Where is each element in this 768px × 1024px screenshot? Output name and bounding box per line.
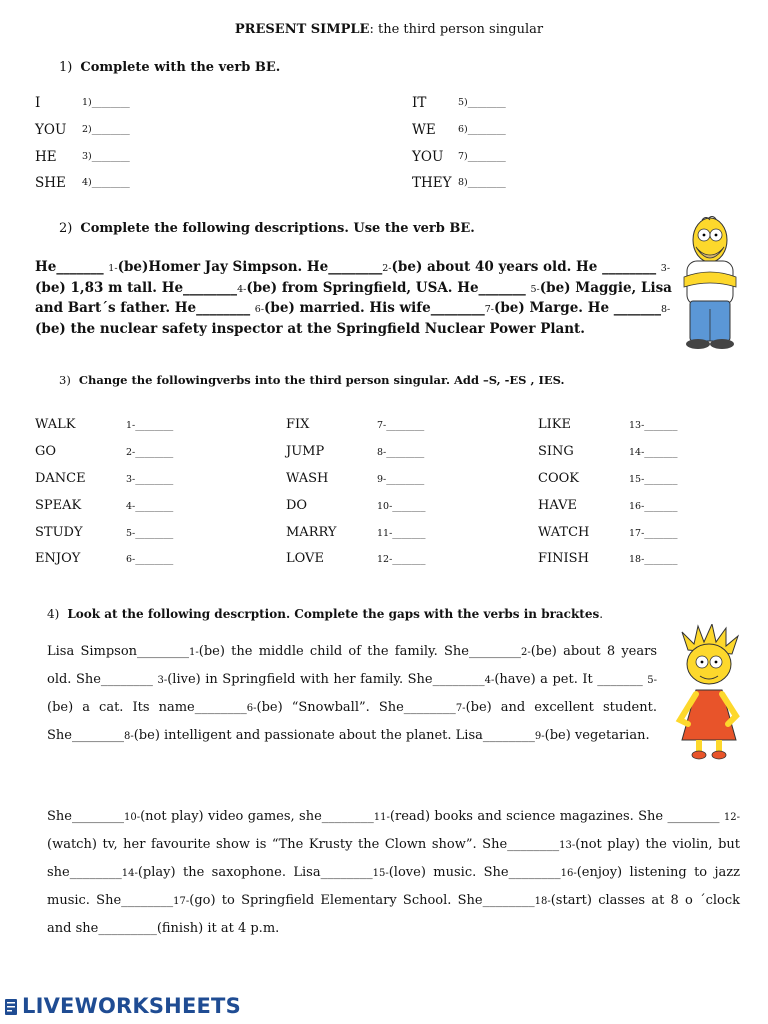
verb-label: DANCE — [35, 471, 86, 486]
gap-number: 7- — [484, 304, 494, 315]
section4-heading: 4) Look at the following descrption. Complete the gaps with the verbs in bracktes. — [47, 607, 604, 621]
paragraph-text: (be) the nuclear safety inspector at the Springfield Nuclear Power Plant. — [35, 320, 585, 337]
gap-number: 14- — [121, 868, 138, 879]
gap-number: 5- — [647, 675, 658, 686]
gap-number: 10- — [123, 812, 141, 823]
verb-label: DO — [286, 498, 308, 513]
paragraph-text: (be) married. His wife________ — [264, 300, 485, 316]
gap-number: 5- — [530, 283, 540, 295]
verb-label: SPEAK — [35, 498, 82, 513]
answer-blank: 7)________ — [458, 151, 506, 162]
paragraph-text: (be) a cat. Its name________ — [47, 700, 247, 715]
answer-blank: 14-_______ — [629, 447, 678, 458]
answer-blank: 2)________ — [82, 124, 130, 135]
answer-blank: 12-_______ — [377, 554, 426, 565]
gap-number: 4- — [484, 675, 495, 686]
paragraph-text: (have) a pet. It _______ — [494, 672, 648, 687]
paragraph-text: (be) intelligent and passionate about the planet. Lisa________ — [133, 728, 535, 743]
answer-blank: 11-_______ — [377, 528, 426, 539]
paragraph-text: He_______ — [35, 259, 109, 275]
gap-number: 12- — [723, 812, 741, 823]
paragraph-text: (be) Maggie, Lisa and Bart´s father. He________ — [35, 279, 672, 316]
verb-label: FIX — [286, 417, 310, 432]
answer-blank: 16-_______ — [629, 501, 678, 512]
gap-number: 2- — [520, 647, 531, 658]
answer-blank: 9-________ — [377, 474, 425, 485]
verb-label: GO — [35, 444, 57, 459]
paragraph-text: (be) about 40 years old. He ________ — [391, 259, 661, 275]
verb-label: MARRY — [286, 525, 337, 540]
gap-number: 16- — [560, 868, 577, 879]
answer-blank: 1-________ — [126, 420, 174, 431]
homer-description — [35, 258, 675, 339]
liveworksheets-logo-text: LIVEWORKSHEETS — [22, 994, 241, 1018]
pronoun-label: YOU — [35, 122, 67, 138]
answer-blank: 6-________ — [126, 554, 174, 565]
page-title: PRESENT SIMPLE: the third person singular — [234, 22, 544, 37]
paragraph-text: (be) the middle child of the family. She________ — [198, 644, 521, 659]
pronoun-label: WE — [412, 122, 436, 138]
gap-number: 15- — [372, 868, 389, 879]
gap-number: 11- — [373, 812, 390, 823]
paragraph-text: (be) Marge. He _______ — [493, 300, 661, 316]
answer-blank: 13-_______ — [629, 420, 678, 431]
liveworksheets-logo-icon — [4, 998, 20, 1016]
paragraph-text: (love) music. She________ — [388, 865, 561, 880]
answer-blank: 10-_______ — [377, 501, 426, 512]
paragraph-text: (be) from Springfield, USA. He_______ — [246, 279, 531, 296]
gap-number: 8- — [661, 304, 671, 315]
gap-number: 6- — [246, 703, 257, 714]
answer-blank: 4-________ — [126, 501, 174, 512]
answer-blank: 6)________ — [458, 124, 506, 135]
gap-number: 18- — [534, 896, 551, 907]
answer-blank: 18-_______ — [629, 554, 678, 565]
paragraph-text: (not play) the violin, but she________ — [47, 837, 740, 880]
answer-blank: 4)________ — [82, 177, 130, 188]
paragraph-text: She________ — [47, 809, 124, 824]
paragraph-text: (be) vegetarian. — [544, 728, 650, 743]
verb-label: WASH — [286, 471, 329, 486]
pronoun-label: SHE — [35, 175, 66, 191]
verb-label: STUDY — [35, 525, 83, 540]
paragraph-text: (play) the saxophone. Lisa________ — [137, 865, 373, 880]
answer-blank: 3)________ — [82, 151, 130, 162]
gap-number: 1- — [108, 263, 118, 274]
paragraph-text: (be) about 8 years old. She________ — [47, 644, 658, 687]
pronoun-label: THEY — [412, 175, 452, 191]
verb-label: LOVE — [286, 551, 324, 566]
answer-blank: 2-________ — [126, 447, 174, 458]
section1-heading: 1) Complete with the verb BE. — [59, 60, 281, 75]
answer-blank: 7-________ — [377, 420, 425, 431]
paragraph-text: (start) classes at 8 o ´clock and she_________(finish) it at 4 p.m. — [47, 893, 740, 936]
gap-number: 6- — [254, 304, 265, 315]
pronoun-label: IT — [412, 95, 427, 111]
gap-number: 3- — [660, 263, 671, 274]
paragraph-text: (watch) tv, her favourite show is “The Krusty the Clown show”. She________ — [47, 837, 560, 852]
answer-blank: 8-________ — [377, 447, 425, 458]
verb-label: LIKE — [538, 417, 571, 432]
gap-number: 3- — [157, 675, 168, 686]
paragraph-text: (be) and excellent student. She________ — [47, 700, 657, 743]
verb-label: SING — [538, 444, 574, 459]
gap-number: 1- — [189, 647, 199, 658]
paragraph-text: (be)Homer Jay Simpson. He________ — [117, 259, 383, 275]
verb-label: COOK — [538, 471, 579, 486]
answer-blank: 1)________ — [82, 97, 130, 108]
verb-label: JUMP — [286, 444, 325, 459]
verb-label: HAVE — [538, 498, 577, 513]
gap-number: 7- — [455, 703, 466, 714]
pronoun-label: YOU — [412, 149, 444, 165]
pronoun-label: HE — [35, 149, 57, 165]
gap-number: 4- — [237, 283, 247, 295]
paragraph-text: (live) in Springfield with her family. She________ — [167, 672, 485, 687]
answer-blank: 8)________ — [458, 177, 506, 188]
paragraph-text: (enjoy) listening to jazz music. She________ — [47, 865, 741, 908]
verb-label: FINISH — [538, 551, 589, 566]
verb-label: WALK — [35, 417, 76, 432]
gap-number: 2- — [382, 263, 392, 274]
paragraph-text: (be) “Snowball”. She________ — [256, 700, 456, 715]
answer-blank: 3-________ — [126, 474, 174, 485]
lisa-description-paragraph-2 — [47, 803, 740, 942]
answer-blank: 15-_______ — [629, 474, 678, 485]
paragraph-text: (read) books and science magazines. She ________ — [389, 809, 724, 824]
homer-simpson-image — [678, 205, 742, 350]
gap-number: 9- — [534, 731, 545, 742]
verb-label: WATCH — [538, 525, 590, 540]
verb-label: ENJOY — [35, 551, 81, 566]
gap-number: 8- — [123, 731, 134, 742]
answer-blank: 5-________ — [126, 528, 174, 539]
pronoun-label: I — [35, 95, 41, 111]
answer-blank: 5)________ — [458, 97, 506, 108]
paragraph-text: (go) to Springfield Elementary School. She________ — [189, 893, 535, 908]
lisa-simpson-image — [666, 624, 752, 762]
answer-blank: 17-_______ — [629, 528, 678, 539]
paragraph-text: Lisa Simpson________ — [47, 644, 190, 659]
gap-number: 13- — [559, 840, 576, 851]
section3-heading: 3) Change the followingverbs into the third person singular. Add –S, -ES , IES. — [59, 373, 565, 387]
liveworksheets-logo — [4, 994, 241, 1018]
lisa-description-paragraph-1 — [47, 638, 657, 750]
section2-heading: 2) Complete the following descriptions. Use the verb BE. — [59, 221, 475, 236]
paragraph-text: (be) 1,83 m tall. He________ — [35, 279, 238, 296]
paragraph-text: (not play) video games, she________ — [140, 809, 374, 824]
gap-number: 17- — [173, 896, 190, 907]
